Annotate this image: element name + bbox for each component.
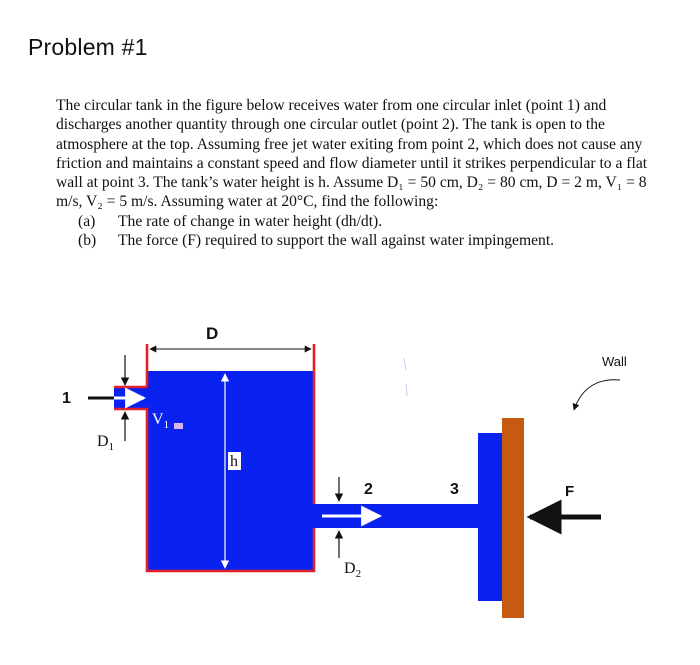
- point-2-label: 2: [364, 481, 373, 498]
- part-a-label: (a): [78, 212, 96, 230]
- part-b-label: (b): [78, 232, 97, 250]
- part-b-text: The force (F) required to support the wall against water impingement.: [118, 232, 555, 250]
- wall-pointer: [574, 380, 620, 410]
- d2-label: $D_2$: [344, 560, 362, 580]
- wall-splash: [478, 433, 502, 601]
- problem-title: Problem #1: [28, 34, 148, 60]
- faint-mark: [406, 384, 407, 396]
- wall-label: Wall: [602, 354, 627, 369]
- point-3-label: 3: [450, 481, 459, 498]
- v1-label: $V_1$: [152, 411, 170, 431]
- h-label: h: [230, 453, 238, 470]
- statement-paragraph: The circular tank in the figure below receives water from one circular inlet (point 1) and discharges another quantity through one circular outlet (point 2). The tank is open to the atmosphere at the top. Assuming free jet water exiting from point 2, which does not cause any friction and maintains a constant speed and flow diameter until it strikes perpendicular to a flat wall at point 3. The tank’s water height is h. Assume D₁ = 50 cm, D₂ = 80 cm, D = 2 m, V₁ = 8 m/s, V₂ = 5 m/s. Assuming water at 20°C, find the following:: [56, 97, 648, 211]
- v1-arrow-mark: [174, 423, 183, 429]
- force-label: F: [565, 483, 575, 500]
- faint-mark: [404, 358, 406, 370]
- d1-label: $D_1$: [97, 433, 115, 453]
- d-label: D: [206, 324, 219, 343]
- tank-water: [147, 371, 314, 571]
- part-a-text: The rate of change in water height (dh/dt).: [118, 212, 383, 230]
- point-1-label: 1: [62, 390, 71, 407]
- wall-plate: [502, 418, 524, 618]
